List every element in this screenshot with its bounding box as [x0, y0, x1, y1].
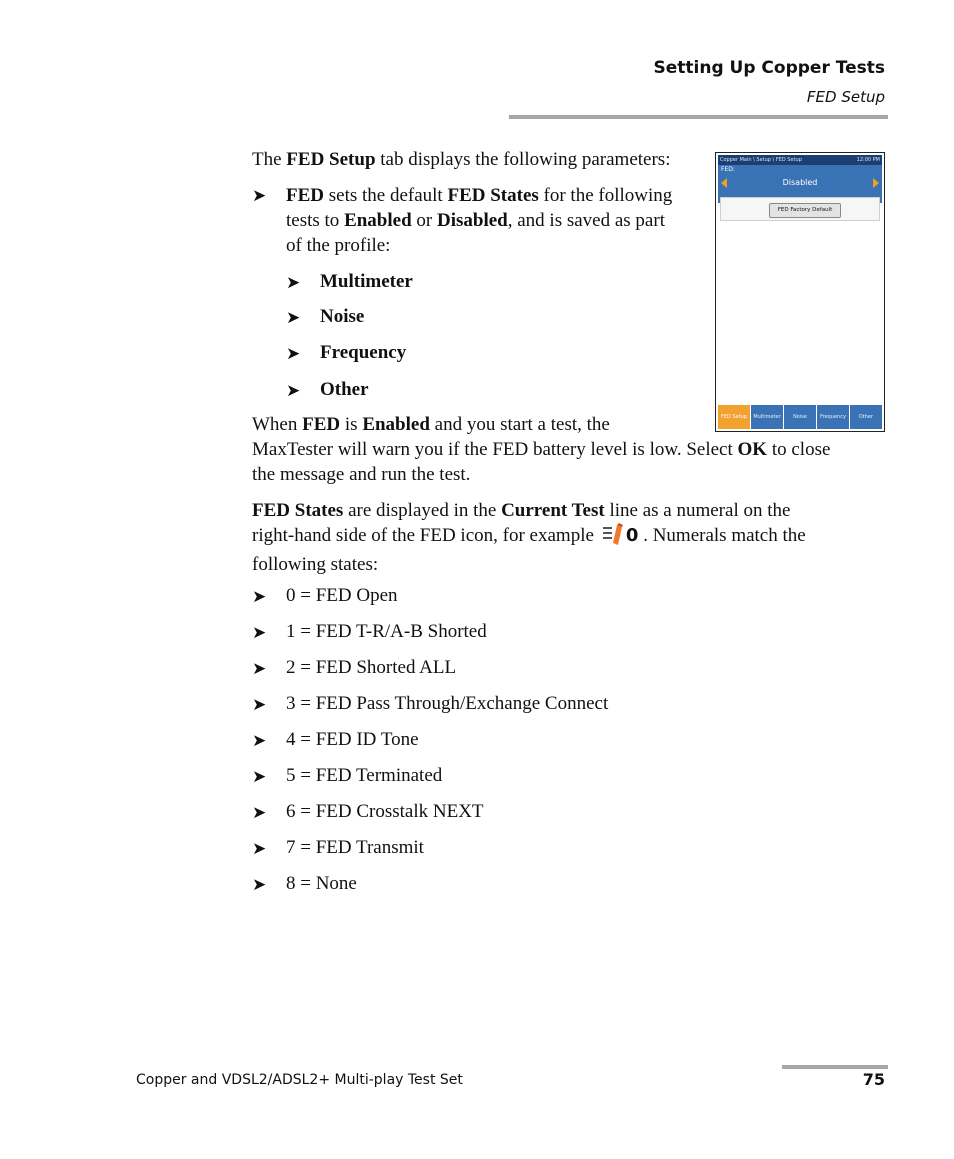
- sub-bullet-item: Frequency: [320, 342, 407, 363]
- bullet-arrow-icon: ➤: [252, 659, 267, 679]
- bullet-arrow-icon: ➤: [252, 731, 267, 751]
- bullet-arrow-icon: ➤: [252, 839, 267, 859]
- device-tab-fed-setup: FED Setup: [718, 405, 750, 429]
- sub-bullet-item: Multimeter: [320, 271, 413, 292]
- state-list-item: 0 = FED Open: [286, 585, 398, 606]
- state-list-item: 3 = FED Pass Through/Exchange Connect: [286, 693, 609, 714]
- device-tab-frequency: Frequency: [817, 405, 849, 429]
- bullet-arrow-icon: ➤: [252, 587, 267, 607]
- state-list-item: 1 = FED T-R/A-B Shorted: [286, 621, 487, 642]
- state-list-item: 8 = None: [286, 873, 357, 894]
- bullet-arrow-icon: ➤: [286, 381, 301, 401]
- running-header-subtitle: FED Setup: [806, 88, 885, 106]
- device-screenshot: [715, 152, 885, 432]
- bullet-arrow-icon: ➤: [252, 186, 267, 206]
- bullet-arrow-icon: ➤: [286, 344, 301, 364]
- state-list-item: 4 = FED ID Tone: [286, 729, 419, 750]
- footer-title: Copper and VDSL2/ADSL2+ Multi-play Test Set: [136, 1072, 463, 1088]
- device-tab-noise: Noise: [784, 405, 816, 429]
- header-rule: [509, 115, 888, 119]
- bullet-arrow-icon: ➤: [286, 308, 301, 328]
- running-header-title: Setting Up Copper Tests: [653, 58, 885, 78]
- bullet-arrow-icon: ➤: [252, 803, 267, 823]
- device-fed-value: Disabled: [782, 178, 818, 187]
- intro-paragraph: The FED Setup tab displays the following parameters:: [252, 149, 671, 170]
- state-list-item: 6 = FED Crosstalk NEXT: [286, 801, 484, 822]
- right-arrow-icon: [873, 178, 879, 188]
- bullet-arrow-icon: ➤: [252, 767, 267, 787]
- device-breadcrumb: Copper Main \ Setup \ FED Setup: [720, 157, 802, 163]
- state-list-item: 2 = FED Shorted ALL: [286, 657, 457, 678]
- device-title-bar: [718, 155, 882, 165]
- bullet-arrow-icon: ➤: [286, 273, 301, 293]
- fed-factory-default-button: FED Factory Default: [769, 203, 841, 218]
- state-list-item: 7 = FED Transmit: [286, 837, 424, 858]
- device-tab-multimeter: Multimeter: [751, 405, 783, 429]
- device-fed-label: FED:: [721, 166, 735, 173]
- device-clock: 12:00 PM: [856, 157, 880, 163]
- when-paragraph: When FED is Enabled and you start a test, the MaxTester will warn you if the FED battery level is low. Select OK to close the message and run the test.: [252, 414, 831, 485]
- sub-bullet-item: Noise: [320, 306, 365, 327]
- page-number: 75: [862, 1070, 885, 1089]
- state-list-item: 5 = FED Terminated: [286, 765, 443, 786]
- bullet-arrow-icon: ➤: [252, 875, 267, 895]
- sub-bullet-item: Other: [320, 379, 369, 400]
- bullet-arrow-icon: ➤: [252, 695, 267, 715]
- footer-rule: [782, 1065, 888, 1069]
- fed-icon: [602, 523, 624, 552]
- device-button-panel: [720, 197, 880, 221]
- bullet-arrow-icon: ➤: [252, 623, 267, 643]
- device-tab-other: Other: [850, 405, 882, 429]
- fed-icon-numeral: 0: [625, 525, 639, 546]
- fed-states-paragraph: FED States are displayed in the Current Test line as a numeral on the right-hand side of the FED icon, for example 0 . Numerals match the following states:: [252, 500, 806, 575]
- fed-bullet: FED sets the default FED States for the following tests to Enabled or Disabled, and is saved as part of the profile:: [286, 185, 673, 256]
